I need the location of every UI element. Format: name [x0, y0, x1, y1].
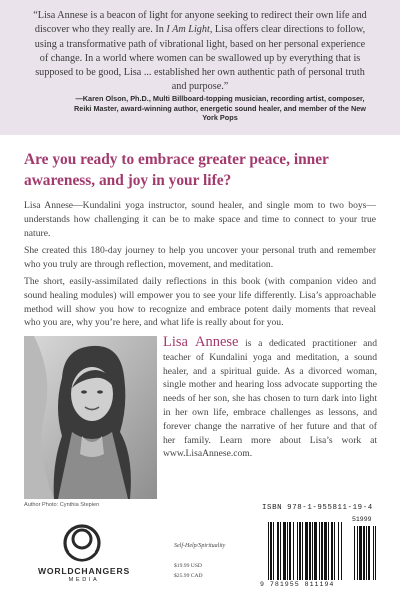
author-bio — [163, 336, 377, 461]
barcode-icon — [268, 522, 380, 585]
author-bio-text: is a dedicated practitioner and teacher of Kundalini yoga and meditation, a sound healer, and a spiritual guide. As a divorced woman, single mother and hearing loss advocate supporting the needs of her son, she has chosen to turn dark into light in her own life, embrace challenges as lessons, and forever change the narrative of her future and that of her family. Learn more about Lisa’s work at www.LisaAnnese.com. — [163, 338, 377, 460]
testimonial-quote — [30, 9, 370, 95]
testimonial-box — [0, 0, 400, 135]
publisher-logo-icon — [57, 518, 107, 568]
photo-credit: Author Photo: Cynthia Stepien — [24, 502, 100, 508]
author-photo — [24, 336, 157, 499]
publisher-name — [24, 566, 144, 584]
price-usd: $19.99 USD — [174, 563, 202, 569]
price-cad: $25.99 CAD — [174, 573, 203, 579]
description-paragraph-2: She created this 180-day journey to help you uncover your personal truth and remember who you truly are through reflection, movement, and meditation. — [24, 245, 376, 270]
description-paragraph-3: The short, easily-assimilated daily reflections in this book (with companion video and sound healing modules) will empower you to see your life differently. Lisa’s approachable method will show you how to recognize and embrace potent daily moments that reveal who you are, why you’re here, and what life is really about for you. — [24, 276, 376, 329]
publisher-name-line2: MEDIA — [68, 577, 100, 583]
quote-text-continued: , Lisa offers clear directions to follow, using a transformative path of vibrational light, based on her personal experience of change. In a world where women can be swallowed up by everything that is supposed to be good, Lisa ... established her own authentic path of personal truth and purpose.” — [34, 24, 366, 93]
headline: Are you ready to embrace greater peace, inner awareness, and joy in your life? — [24, 151, 329, 189]
description-paragraph-1: Lisa Annese—Kundalini yoga instructor, sound healer, and single mom to two boys—understands how challenging it can be to make space and time to connect to your true nature. — [24, 200, 376, 239]
publisher-name-line1: WORLDCHANGERS — [37, 566, 131, 576]
book-title: I Am Light — [166, 24, 210, 36]
book-category: Self-Help/Spirituality — [174, 543, 226, 549]
barcode-digits: 9 781955 811194 — [260, 581, 335, 588]
testimonial-attribution: —Karen Olson, Ph.D., Multi Billboard-topping musician, recording artist, composer, Reiki Master, award-winning author, energetic sound healer, and member of the New York Pops — [74, 94, 366, 123]
quote-text: “Lisa Annese is a beacon of light for anyone seeking to redirect their own life and discover who they really are. In — [33, 10, 367, 36]
author-name: Lisa Annese — [163, 334, 239, 350]
isbn-number: ISBN 978-1-955811-19-4 — [262, 504, 373, 512]
price-code: 51999 — [352, 516, 372, 523]
